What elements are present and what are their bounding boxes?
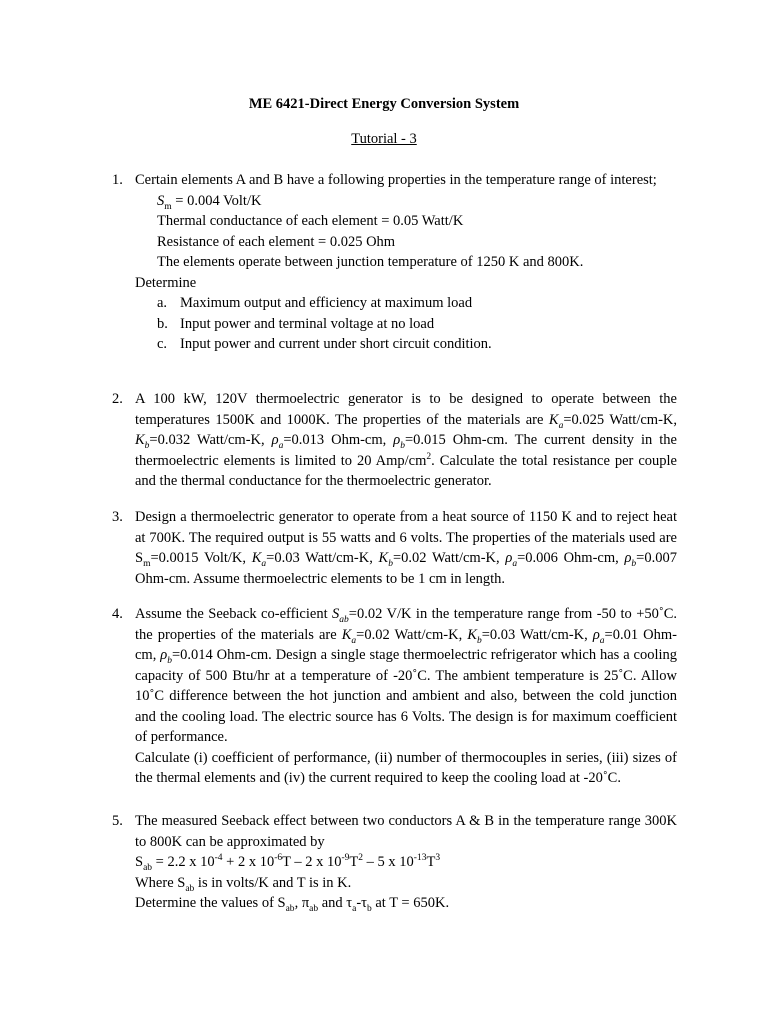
question-4 (112, 604, 677, 789)
question-1 (112, 170, 677, 355)
question-5-text: The measured Seeback effect between two conductors A & B in the temperature range 300K to 800K can be approximated by (135, 813, 677, 850)
question-number: 5. (112, 813, 123, 829)
question-number: 2. (112, 391, 123, 407)
sub-item-a: a. Maximum output and efficiency at maximum load (157, 295, 473, 311)
question-4-text: Assume the Seeback co-efficient $S_{ab}=0.02$ V/K in the temperature range from -50 to +50˚C. the properties of the materials are $K_a=0.02$ Watt/cm-K, $K_b=0.03$ Watt/cm-K, $\rho_a=0.01$ Ohm-cm, $\rho_b=0.014$ Ohm-cm. Design a single stage thermoelectric refrigerator which has a cooling capacity of 500 Btu/hr at a temperature of -20˚C. The ambient temperature is 25˚C. Allow 10˚C difference between the hot junction and ambient and also, between the cold junction and the cooling load. The electric source has 6 Volts. The design is for maximum coefficient of performance. (135, 606, 678, 745)
property-thermal-conductance: Thermal conductance of each element = 0.05 Watt/K (157, 213, 464, 229)
question-5-equation: $S_{ab} = 2.2$ x $10^{-4} + 2$ x $10^{-6}T - 2$ x $10^{-9}T^2 - 5$ x $10^{-13}T^3$ (135, 853, 441, 873)
question-2-text: A 100 kW, 120V thermoelectric generator is to be designed to operate between the temperatures 1500K and 1000K. The properties of the materials are $K_a=0.025$ Watt/cm-K, $K_b=0.032$ Watt/cm-K, $\rho_a=0.013$ Ohm-cm, $\rho_b=0.015$ Ohm-cm. The current density in the thermoelectric elements is limited to 20 Amp/$cm^2$. Calculate the total resistance per couple and the thermal conductance for the thermoelectric generator. (135, 391, 677, 489)
question-4-calculate: Calculate (i) coefficient of performance, (ii) number of thermocouples in series, (iii) sizes of the thermal elements and (iv) the current required to keep the cooling load at -20˚C. (135, 749, 677, 786)
determine-label: Determine (135, 274, 197, 291)
question-1-intro: Certain elements A and B have a following properties in the temperature range of interest; (135, 172, 657, 188)
property-resistance: Resistance of each element = 0.025 Ohm (157, 233, 396, 250)
property-temperatures: The elements operate between junction temperature of 1250 K and 800K. (157, 254, 584, 270)
question-3 (112, 507, 677, 589)
question-5-determine: Determine the values of $S_{ab}$, $\pi_{ab}$ and $\tau_a-\tau_b$ at T = 650K. (135, 895, 450, 914)
document-subtitle: Tutorial - 3 (351, 131, 417, 147)
question-3-text: Design a thermoelectric generator to operate from a heat source of 1150 K and to reject heat at 700K. The required output is 55 watts and 6 volts. The properties of the materials used are $S_m=0.0015$ Volt/K, $K_a=0.03$ Watt/cm-K, $K_b=0.02$ Watt/cm-K, $\rho_a=0.006$ Ohm-cm, $\rho_b=0.007$ Ohm-cm. Assume thermoelectric elements to be 1 cm in length. (135, 509, 677, 587)
question-number: 4. (112, 606, 123, 622)
sub-item-b: b. Input power and terminal voltage at no load (157, 315, 435, 332)
sub-item-c: c. Input power and current under short circuit condition. (157, 336, 492, 352)
document-title: ME 6421-Direct Energy Conversion System (248, 96, 520, 112)
question-5-where: Where $S_{ab}$ is in volts/K and T is in K. (135, 874, 352, 894)
question-number: 3. (112, 509, 123, 525)
question-number: 1. (112, 172, 123, 188)
question-5 (112, 811, 677, 914)
property-sm: $S_m = 0.004$ Volt/K (157, 192, 262, 212)
question-2 (112, 389, 677, 492)
